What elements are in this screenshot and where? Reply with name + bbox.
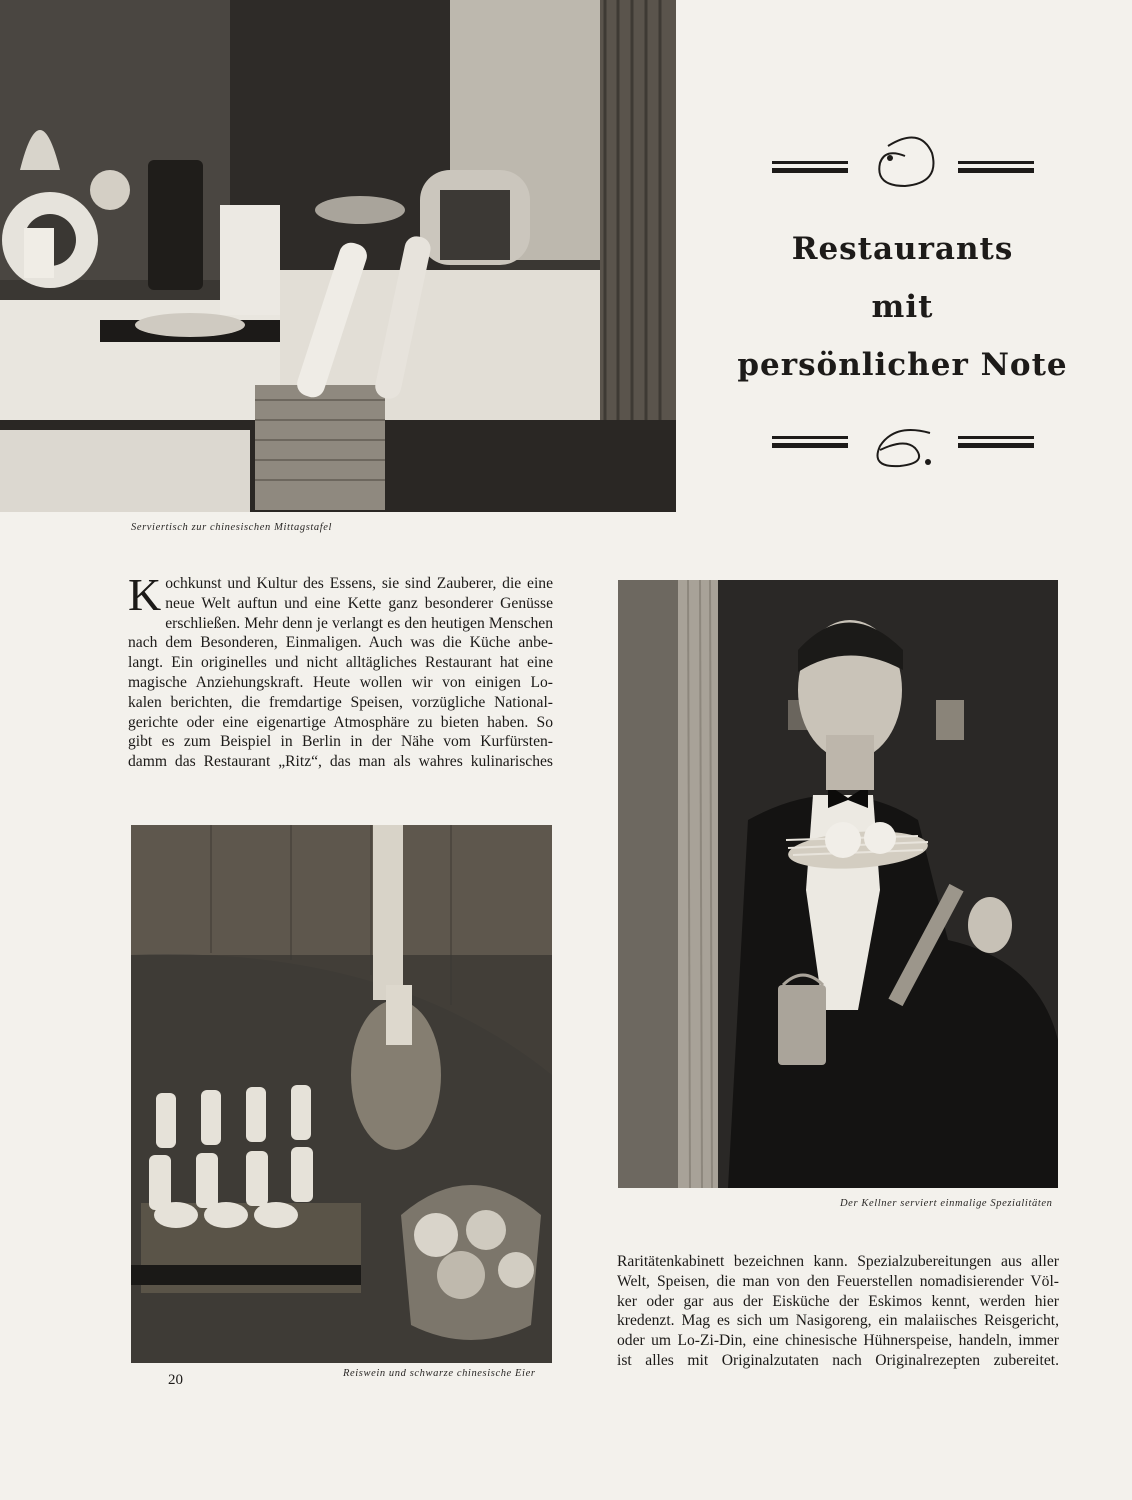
intro-line: langt. Ein originelles und nicht alltägliches Restaurant hat eine [128, 654, 553, 672]
intro-line: nach dem Besonderen, Einmaligen. Auch was die Küche anbe- [128, 634, 553, 652]
serving-table-illustration [0, 0, 676, 512]
waiter-illustration [618, 580, 1058, 1188]
title-line-3: persönlicher Note [737, 347, 1068, 383]
intro-line: ochkunst und Kultur des Essens, sie sind Zauberer, die eine [165, 575, 553, 592]
continuation-line: ist alles mit Originalzutaten nach Originalrezepten zubereitet. [617, 1351, 1059, 1369]
intro-line: damm das Restaurant „Ritz“, das man als wahres kulinarisches [128, 753, 553, 771]
intro-line: erschließen. Mehr denn je verlangt es den heutigen Menschen [165, 614, 553, 632]
caption-serving-table: Serviertisch zur chinesischen Mittagstafel [131, 522, 333, 533]
continuation-line: oder um Lo-Zi-Din, eine chinesische Hühnerspeise, handeln, immer [617, 1332, 1059, 1350]
intro-line: neue Welt auftun und eine Kette ganz besonderer Genüsse [165, 594, 553, 612]
intro-line: magische Anziehungskraft. Heute wollen wir von einigen Lo- [128, 673, 553, 691]
article-title-block [730, 128, 1075, 478]
title-line-1: Restaurants [791, 231, 1014, 267]
intro-line: gerichte oder eine eigenartige Atmosphäre zu bieten haben. So [128, 713, 553, 731]
dropcap: K [128, 569, 162, 620]
continuation-line: ker oder gar aus der Eisküche der Eskimos kennt, werden hier [617, 1292, 1059, 1310]
caption-rice-wine: Reiswein und schwarze chinesische Eier [343, 1368, 536, 1379]
intro-line: gibt es zum Beispiel in Berlin in der Nähe vom Kurfürsten- [128, 733, 553, 751]
continuation-line: kredenzt. Mag es sich um Nasigoreng, ein malaiisches Reisgericht, [617, 1312, 1059, 1330]
intro-line: kalen berichten, die fremdartige Speisen, vorzügliche National- [128, 693, 553, 711]
photo-rice-wine [131, 825, 552, 1363]
title-line-2: mit [871, 289, 934, 325]
photo-serving-table [0, 0, 676, 512]
continuation-line: Welt, Speisen, die man von den Feuerstellen nomadisierender Völ- [617, 1272, 1059, 1290]
caption-waiter: Der Kellner serviert einmalige Spezialitäten [840, 1198, 1053, 1209]
ornament-top [730, 128, 1075, 198]
page-number: 20 [168, 1372, 183, 1388]
photo-waiter [618, 580, 1058, 1188]
ornament-bottom [730, 418, 1075, 488]
article-continuation-text [617, 1252, 1059, 1371]
continuation-line: Raritätenkabinett bezeichnen kann. Spezialzubereitungen aus aller [617, 1253, 1059, 1270]
article-intro-text [128, 569, 553, 772]
article-title [730, 220, 1075, 394]
rice-wine-illustration [131, 825, 552, 1363]
